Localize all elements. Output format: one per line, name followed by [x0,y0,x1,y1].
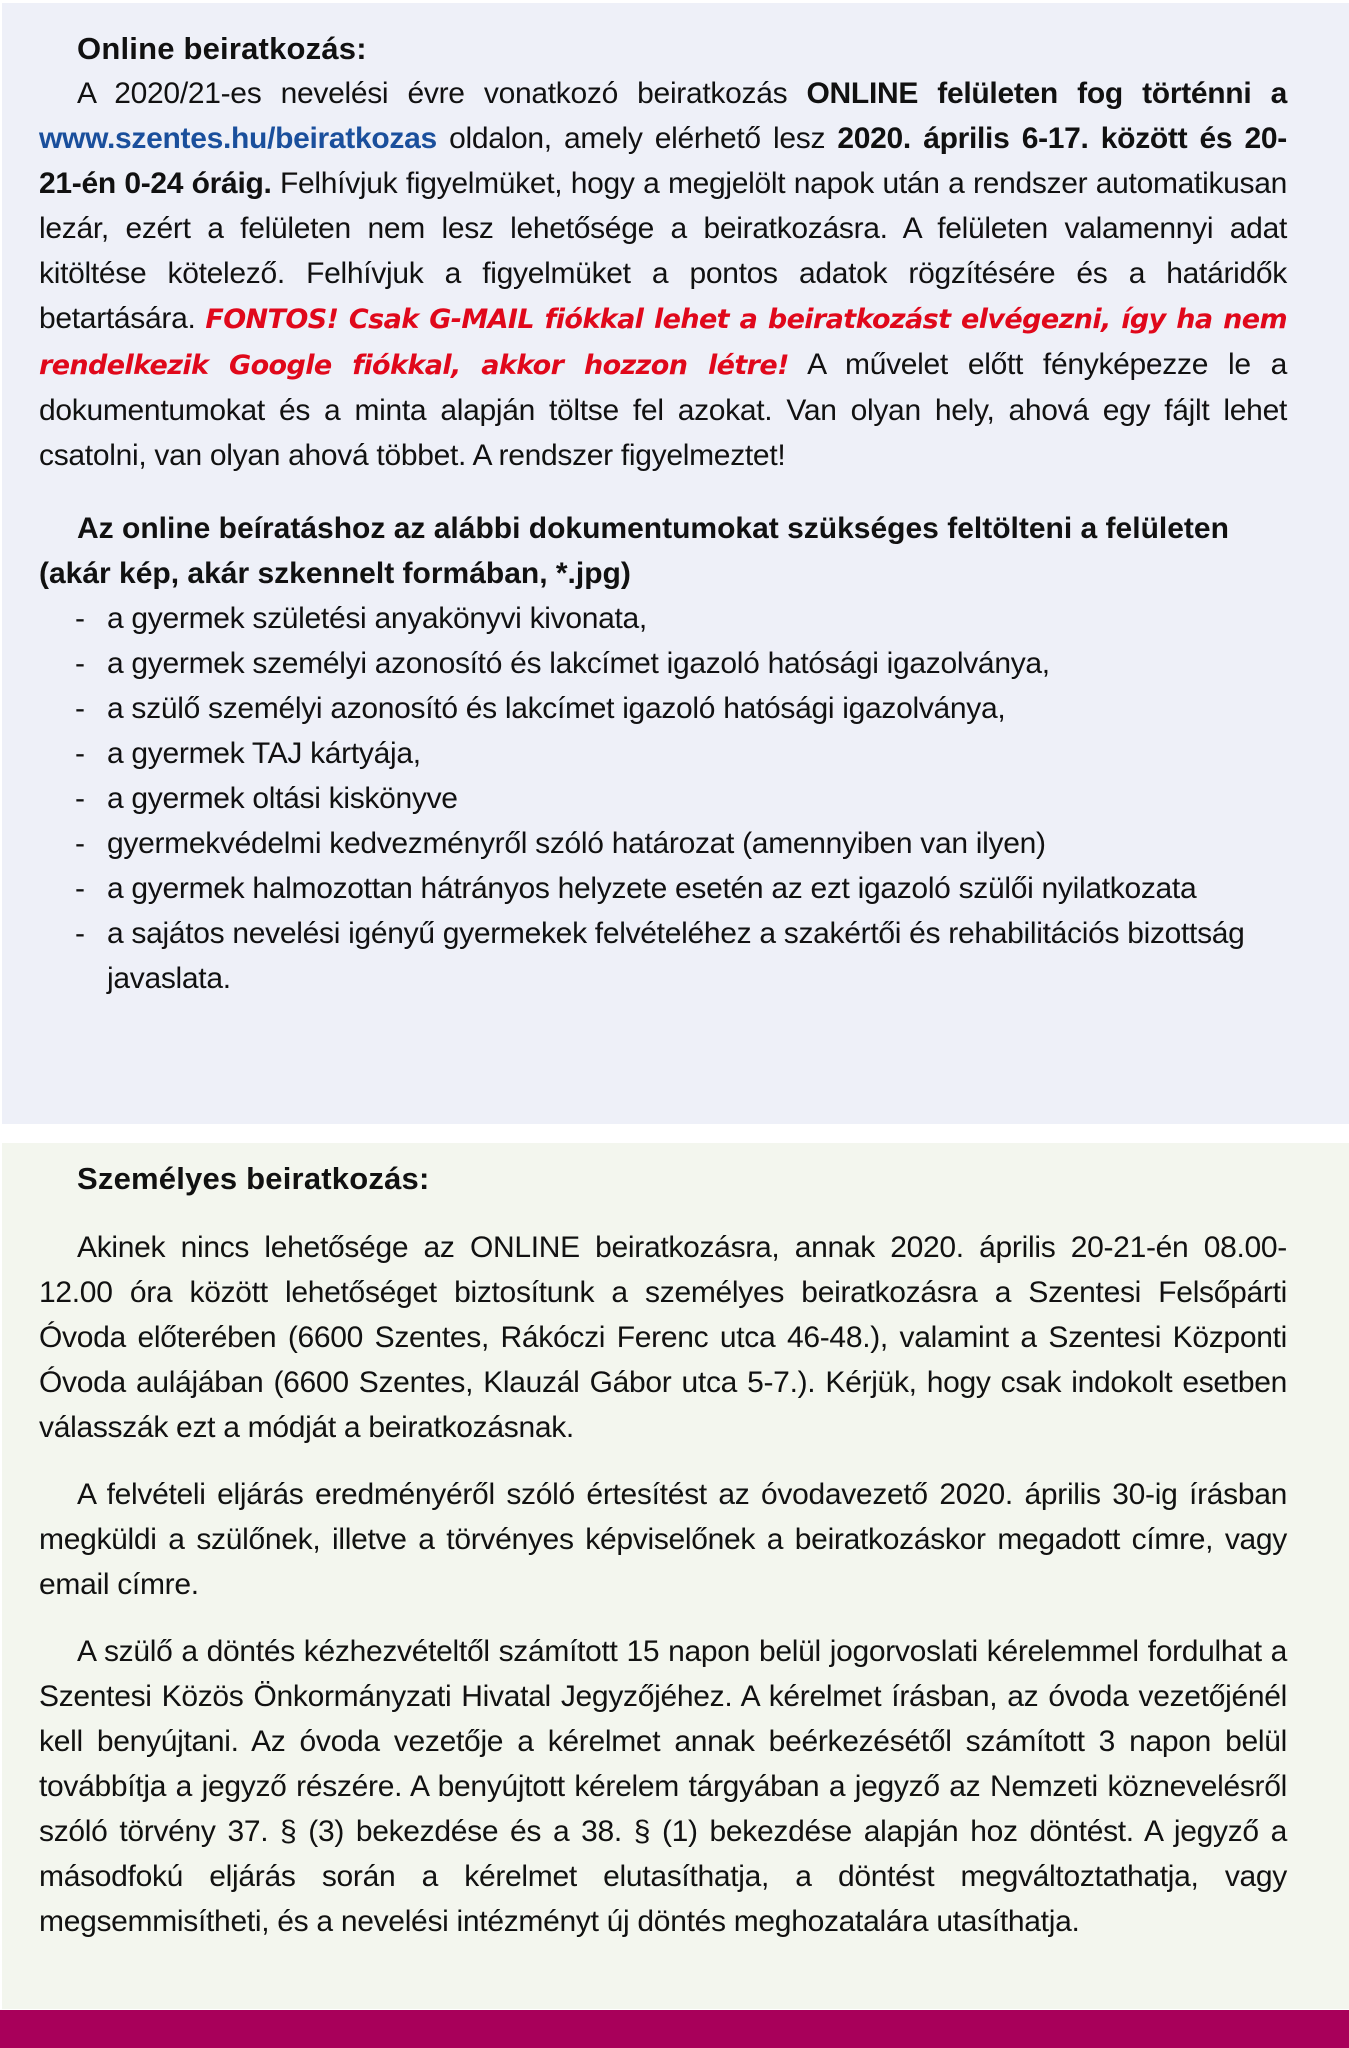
footer-color-bar [0,2010,1349,2048]
gmail-warning: FONTOS! Csak G-MAIL fiókkal lehet a beiratkozást elvégezni, így ha nem rendelkezik Google fiókkal, akkor hozzon létre! [39,304,1287,381]
dash-bullet-icon: - [75,782,85,815]
document-item: - a gyermek halmozottan hátrányos helyzete esetén az ezt igazoló szülői nyilatkozata [75,866,1287,911]
online-enrollment-intro [39,71,1287,478]
personal-paragraph-2: A felvételi eljárás eredményéről szóló értesítést az óvodavezető 2020. április 30-ig írásban megküldi a szülőnek, illetve a törvényes képviselőnek a beiratkozáskor megadott címre, vagy email címre. [39,1478,1287,1601]
dash-bullet-icon: - [75,827,85,860]
intro-text-1: A 2020/21-es nevelési évre vonatkozó beiratkozás [77,77,807,110]
online-enrollment-panel [2,3,1349,1124]
online-enrollment-heading: Online beiratkozás: [77,31,367,66]
document-item: - a sajátos nevelési igényű gyermekek felvételéhez a szakértői és rehabilitációs bizottság javaslata. [75,911,1287,1001]
document-item: - a gyermek születési anyakönyvi kivonata, [75,596,1287,641]
enrollment-link[interactable]: www.szentes.hu/beiratkozas [39,122,437,155]
personal-paragraph-3: A szülő a döntés kézhezvételtől számított 15 napon belül jogorvoslati kérelemmel fordulhat a Szentesi Közös Önkormányzati Hivatal Jegyzőjéhez. A kérelmet írásban, az óvoda vezetőjénél kell benyújtani. Az óvoda vezetője a kérelmet annak beérkezésétől számított 3 napon belül továbbítja a jegyző részére. A benyújtott kérelem tárgyában a jegyző az Nemzeti köznevelésről szóló törvény 37. § (3) bekezdése és a 38. § (1) bekezdése alapján hoz döntést. A jegyző a másodfokú eljárás során a kérelmet elutasíthatja, a döntést megváltoztathatja, vagy megsemmisítheti, és a nevelési intézményt új döntés meghozatalára utasíthatja. [39,1635,1287,1938]
document-item: - a gyermek TAJ kártyája, [75,731,1287,776]
document-item: - a gyermek személyi azonosító és lakcímet igazoló hatósági igazolványa, [75,641,1287,686]
dash-bullet-icon: - [75,647,85,680]
intro-text-4: A művelet előtt fényképezze le a dokumentumokat és a minta alapján töltse fel azokat. Van olyan hely, ahová egy fájlt lehet csatolni, van olyan ahová többet. A rendszer figyelmeztet! [39,348,1287,472]
document-item: - a szülő személyi azonosító és lakcímet igazoló hatósági igazolványa, [75,686,1287,731]
dash-bullet-icon: - [75,737,85,770]
dash-bullet-icon: - [75,917,85,950]
personal-enrollment-heading: Személyes beiratkozás: [77,1161,430,1196]
dash-bullet-icon: - [75,602,85,635]
intro-bold-dates: 2020. április 6-17. között és 20-21-én 0-24 óráig. [39,122,1287,200]
dash-bullet-icon: - [75,692,85,725]
document-item: - a gyermek oltási kiskönyve [75,776,1287,821]
personal-paragraph-1: Akinek nincs lehetősége az ONLINE beiratkozásra, annak 2020. április 20-21-én 08.00-12.00 óra között lehetőséget biztosítunk a személyes beiratkozásra a Szentesi Felsőpárti Óvoda előterében (6600 Szentes, Rákóczi Ferenc utca 46-48.), valamint a Szentesi Központi Óvoda aulájában (6600 Szentes, Klauzál Gábor utca 5-7.). Kérjük, hogy csak indokolt esetben válasszák ezt a módját a beiratkozásnak. [39,1231,1287,1444]
documents-heading: Az online beíratáshoz az alábbi dokumentumokat szükséges feltölteni a felületen (akár kép, akár szkennelt formában, *.jpg) [39,512,1229,590]
documents-list [39,596,1287,1001]
document-item: - gyermekvédelmi kedvezményről szóló határozat (amennyiben van ilyen) [75,821,1287,866]
dash-bullet-icon: - [75,872,85,905]
intro-text-3: Felhívjuk figyelmüket, hogy a megjelölt napok után a rendszer automatikusan lezár, ezért a felületen nem lesz lehetősége a beiratkozásra. A felületen valamennyi adat kitöltése kötelező. Felhívjuk a figyelmüket a pontos adatok rögzítésére és a határidők betartására. [39,167,1287,335]
personal-enrollment-panel [2,1143,1349,2009]
intro-bold-online-surface: ONLINE felületen fog történni a [806,77,1287,110]
intro-text-2: oldalon, amely elérhető lesz [436,122,838,155]
